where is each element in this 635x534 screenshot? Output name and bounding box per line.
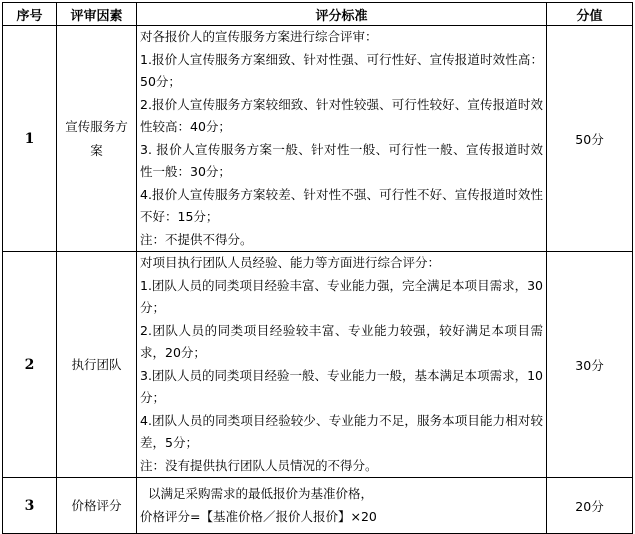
criteria-line: 3. 报价人宣传服务方案一般、针对性一般、可行性一般、宣传报道时效性一般：30分； <box>140 141 543 179</box>
row-criteria <box>137 26 547 252</box>
criteria-line: 价格评分=【基准价格／报价人报价】×20 <box>140 508 377 524</box>
criteria-line: 4.报价人宣传服务方案较差、针对性不强、可行性不好、宣传报道时效性不好：15分； <box>140 186 543 224</box>
criteria-line: 以满足采购需求的最低报价为基准价格， <box>148 486 374 501</box>
header-factor: 评审因素 <box>57 3 137 26</box>
row-factor: 价格评分 <box>57 478 137 534</box>
scoring-table <box>2 2 633 534</box>
criteria-line: 2.团队人员的同类项目经验较丰富、专业能力较强，较好满足本项目需求，20分； <box>140 322 543 360</box>
row-score: 30分 <box>547 252 633 478</box>
table-row <box>3 252 633 478</box>
criteria-line: 4.团队人员的同类项目经验较少、专业能力不足，服务本项目能力相对较差，5分； <box>140 412 543 450</box>
table-row <box>3 478 633 534</box>
criteria-line: 3.团队人员的同类项目经验一般、专业能力一般，基本满足本项需求，10分； <box>140 367 543 405</box>
criteria-line: 1.团队人员的同类项目经验丰富、专业能力强，完全满足本项目需求，30分； <box>140 277 543 315</box>
criteria-line: 对各报价人的宣传服务方案进行综合评审： <box>140 29 378 44</box>
table-row <box>3 26 633 252</box>
row-number: 3 <box>3 478 57 534</box>
header-criteria: 评分标准 <box>137 3 547 26</box>
row-criteria <box>137 478 547 534</box>
criteria-line: 2.报价人宣传服务方案较细致、针对性较强、可行性较好、宣传报道时效性较高：40分； <box>140 96 543 134</box>
row-score: 20分 <box>547 478 633 534</box>
criteria-line: 注：没有提供执行团队人员情况的不得分。 <box>140 457 378 473</box>
row-number: 1 <box>3 26 57 252</box>
row-factor: 宣传服务方案 <box>57 26 137 252</box>
criteria-line: 对项目执行团队人员经验、能力等方面进行综合评分： <box>140 255 441 270</box>
header-score: 分值 <box>547 3 633 26</box>
criteria-line: 1.报价人宣传服务方案细致、针对性强、可行性好、宣传报道时效性高：50分； <box>140 51 543 89</box>
row-score: 50分 <box>547 26 633 252</box>
row-number: 2 <box>3 252 57 478</box>
row-criteria <box>137 252 547 478</box>
header-row <box>3 3 633 26</box>
criteria-line: 注：不提供不得分。 <box>140 231 253 247</box>
header-seq: 序号 <box>3 3 57 26</box>
row-factor: 执行团队 <box>57 252 137 478</box>
